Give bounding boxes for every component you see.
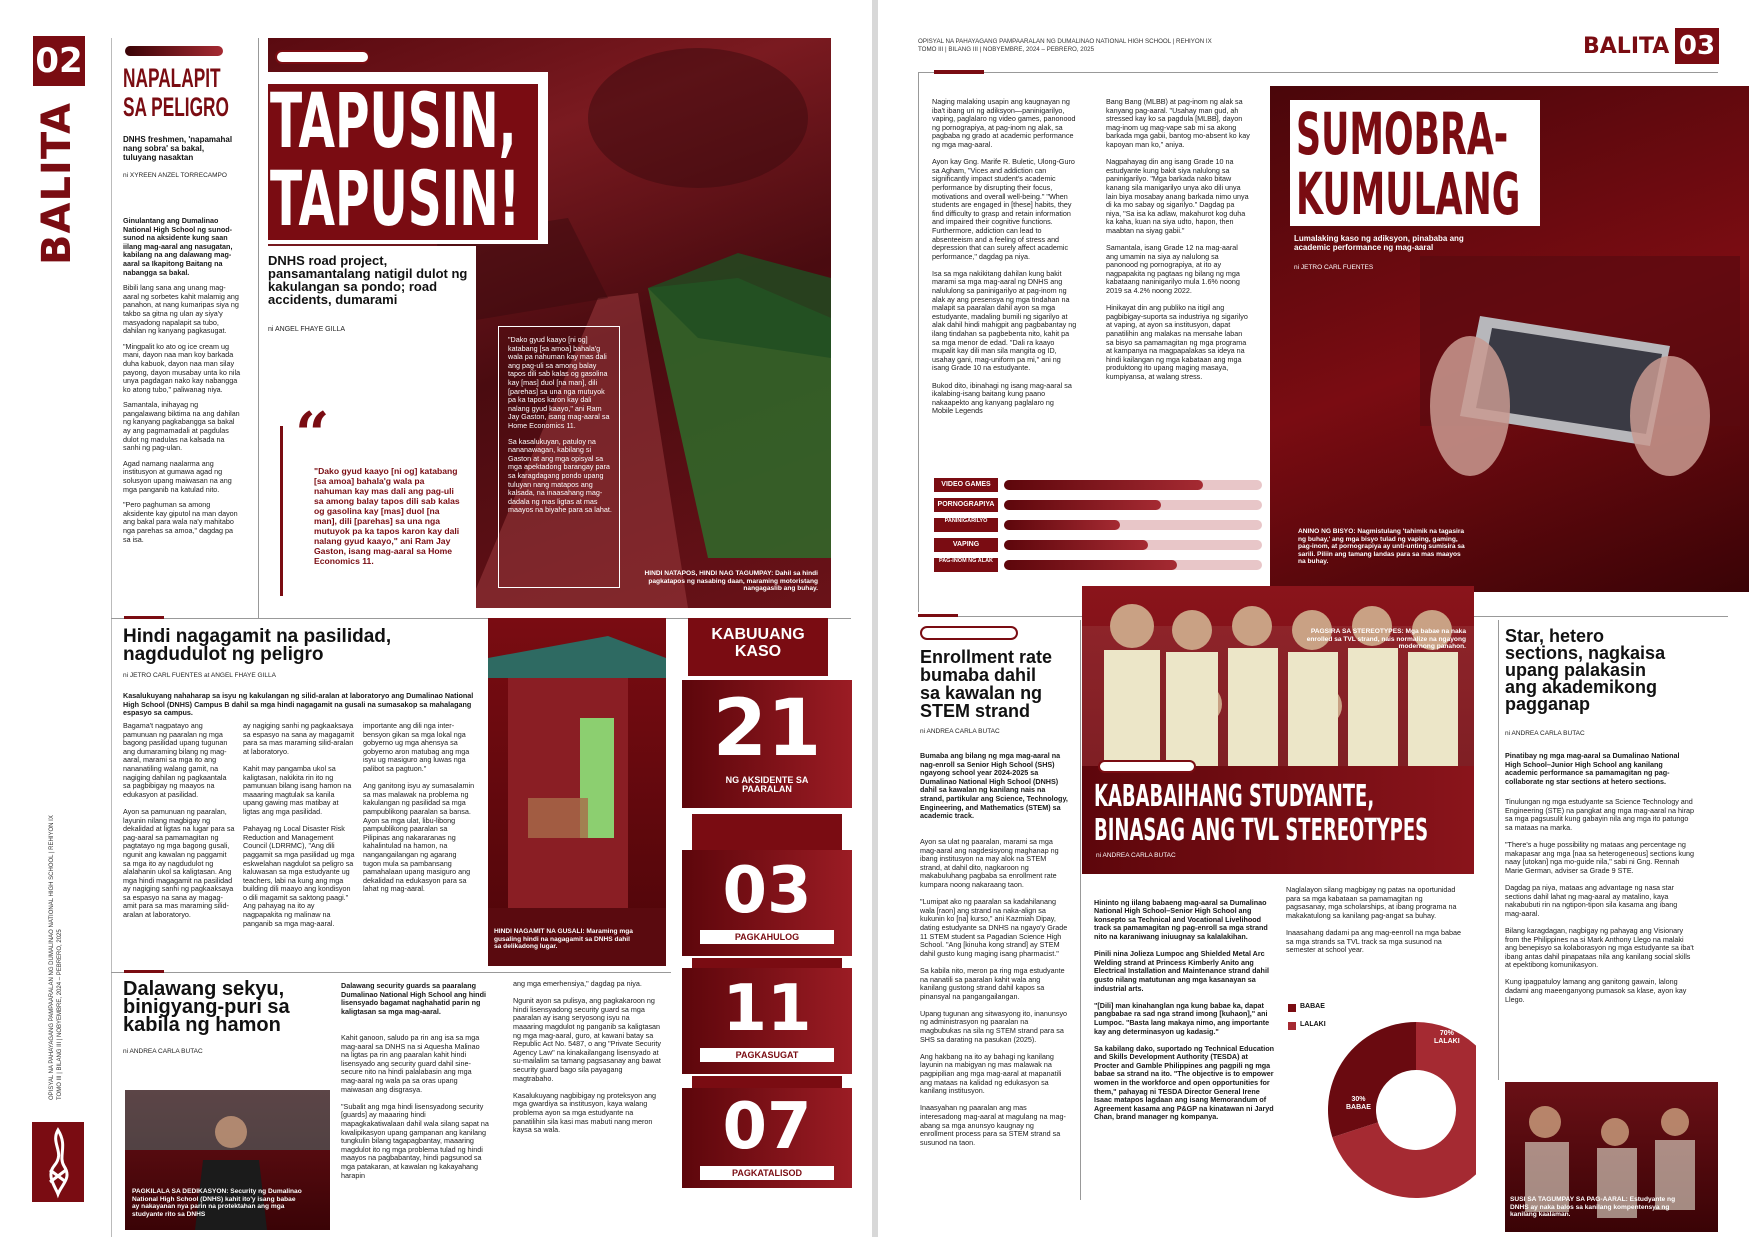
divider [1080, 620, 1081, 1200]
decor-pill [275, 50, 370, 64]
bar-label: PANINIGARILYO [934, 518, 998, 532]
addiction-bar-chart [934, 478, 1264, 582]
story-title: NAPALAPIT SA PELIGRO [123, 63, 229, 122]
bar-fill [1004, 520, 1120, 530]
bar-row [934, 478, 1264, 492]
gender-donut-chart [1286, 1000, 1476, 1210]
stat-card [682, 968, 852, 1074]
right-page [878, 0, 1749, 1237]
accent-bar [125, 46, 223, 56]
stat-value: 07 [722, 1090, 812, 1164]
stat-connector [692, 814, 842, 850]
decor-pill [920, 626, 1018, 640]
bar-row [934, 498, 1264, 512]
masthead-vertical: OPISYAL NA PAHAYAGANG PAMPAARALAN NG DUMALINAO NATIONAL HIGH SCHOOL | REHIYON IX TOMO III | BILANG III | NOBYEMBRE, 2024 – PEBRERO, 2025 [49, 815, 63, 1100]
page-number: 02 [35, 41, 83, 81]
bar-track [1004, 500, 1262, 510]
stats-header: KABUUANG KASO [688, 618, 828, 676]
quote-box-text: "Dako gyud kaayo [ni og] katabang [sa amoa] bahala'g wala pa nahuman kay mas dali ang pag-uli sa among balay tapos dili sab kalas og gasolina kay [mas] duol [na man], dili [parehas] sa una nga mutuyok pa ka tapos karon kay dali nalang gyud kaayo," ani Ram Jay Gaston, isang mag-aaral sa Home Economics 11. Sa kasalukuyan, patuloy na nananawagan, kabilang si Gaston at ang mga opisyal sa mga apektadong barangay para sa karagdagang pondo upang tuluyan nang matapos ang kalsada, na inaasahang mag-dadala ng mas ligtas at mas maayos na biyahe para sa lahat. [508, 336, 612, 515]
bar-track [1004, 560, 1262, 570]
divider [918, 72, 919, 612]
left-page [0, 0, 872, 1237]
stats-panel [682, 618, 852, 1188]
story-col-2: Bang Bang (MLBB) at pag-inom ng alak sa kanyang pag-aaral. "Usahay man gud, ah stressed kay ko sa pagdula [MLBB], dayon mag-inom ug mag-vape sab mi sa akong barkada mga gabii, bantog mo-absent ko kay kapoyan man ko," aniya. Nagpahayag din ang isang Grade 10 na estudyante kung bakit siya nalulong sa paninigarilyo. "Mga barkada nako bitaw kanang sila manigarilyo unya ako dili unya lain biya mosabay anang barkada nimo unya di ka mo sabay og sigarilyo." Dagdag pa niya, "Sa isa ka adlaw, makahurot kog duha ka kaha, kuan na siya udto, hapon, then maabtan na siyag gabii." Samantala, isang Grade 12 na mag-aaral ang umamin na siya ay nalulong sa panonood ng pornograpiya, at ito ay nagpapakita ng pagtaas ng bilang ng mga kabataang naninigarilyo mula 1.6% noong 2019 sa 4.2% noong 2022. Hinikayat din ang publiko na itigil ang pagbibigay-suporta sa industriya ng sigarilyo at vaping, at ayon sa institusyon, dapat panatilihin ang malakas na mensahe laban sa bisyo sa pamamagitan ng mga programa at kampanya na magpapalakas sa ideya na hindi kailangan ng mga kabataan ang mga produktong ito upang maging masaya, kumpiyansa, at walang stress. [1106, 98, 1250, 381]
divider [1498, 620, 1499, 1080]
story-body: Ginulantang ang Dumalinao National High School ng sunod-sunod na aksidente kung saan iilang mag-aaral ang nasugatan, kabilang na ang dalawang mag-aaral sa Ikapitong Baitang na nabangga sa bakal. Bibili lang sana ang unang mag-aaral ng sorbetes kahit malamig ang panahon, at nang kumaripas siya ng takbo sa gitna ng ulan ay siya'y masyadong napalapit sa tubo, dahilan ng kanyang pagkasugat. "Mingpalit ko ato og ice cream ug mani, dayon naa man koy barkada duha kabuok, dayon naa man silay payong, dayon musabay unta ko nila unya pagdagan nako kay nabangga ko atong tubo," paliwanag niya. Samantala, inihayag ng pangalawang biktima na ang dahilan ng kanyang pagkabangga sa bakal ay ang pagmamadali at pagdulas dulot ng madulas na kalsada na sanhi ng pag-ulan. Agad namang naalarma ang institusyon at gumawa agad ng solusyon upang maiwasan na ang mga panganib na katulad nito. "Pero paghuman sa among aksidente kay giputol na man dayon ang bakal para wala na'y mahitabo nga parehas sa amoa," dagdag pa sa isa. [123, 217, 241, 544]
story-subtitle: DNHS road project, pansamantalang natigil dulot ng kakulangan sa pondo; road accidents, dumarami [268, 253, 468, 307]
divider [258, 38, 259, 618]
photo-caption: PAGSIRA SA STEREOTYPES: Mga babae na naka enrolled sa TVL strand, nais normalize na ngayong modernong panahon. [1306, 628, 1466, 651]
stat-card [682, 850, 852, 956]
bar-label: PAG-INOM NG ALAK [934, 558, 998, 572]
photo-caption: ANINO NG BISYO: Nagmistulang 'tahimik na tagasira ng buhay,' ang mga bisyo tulad ng vaping, gaming, pag-inom, at pornograpiya ay unti-unting sumisira sa sarili. Piliin ang tamang landas para sa mas maayos na buhay. [1298, 528, 1465, 566]
photo-caption: HINDI NATAPOS, HINDI NAG TAGUMPAY: Dahil sa hindi pagkatapos ng nasabing daan, maraming motoristang nangagaslib ang buhay. [644, 570, 818, 593]
donut-lalaki-pct: 70% LALAKI [1434, 1030, 1460, 1045]
byline: ni JETRO CARL FUENTES [1294, 264, 1374, 271]
story-napalapit [123, 38, 253, 608]
byline: ni JETRO CARL FUENTES at ANGEL FHAYE GILLA [123, 672, 276, 679]
photo-caption: SUSI SA TAGUMPAY SA PAG-AARAL: Estudyante ng DNHS ay naka balos sa kanilang kompentensya ng kanilang kaalaman. [1510, 1196, 1676, 1219]
section-label: BALITA [34, 102, 80, 265]
decor-pill [1098, 760, 1196, 773]
legend-lalaki-label: LALAKI [1300, 1021, 1326, 1028]
bar-label: PORNOGRAPIYA [934, 498, 998, 512]
donut-slice-babae [1328, 1022, 1416, 1137]
quote-mark-icon: “ [295, 400, 330, 470]
divider [111, 972, 671, 973]
story-title: TAPUSIN, TAPUSIN! [270, 76, 521, 243]
stat-value: 03 [722, 854, 812, 928]
bar-fill [1004, 540, 1148, 550]
story-body: Ayon sa ulat ng paaralan, marami sa mga mag-aaral ang nagdesisyong maghanap ng ibang institusyon na may alok na STEM strand, at dahil dito, nagkaroon ng makabuluhang pagbaba sa enrollment rate kumpara noong nakaraang taon. "Lumipat ako ng paaralan sa kadahilanang wala [raon] ang strand na naka-align sa kukunin ko [na] kurso," ani Kazmiah Dipay, dating estudyante sa DNHS na ngayo'y Grade 11 STEM student sa Pagadian Science High School. "Ang [kinuha kong strand] ay STEM dahil gusto kung maging isang pharmacist." Sa kabila nito, meron pa ring mga estudyante na nanatili sa paaralan kahit wala ang kanilang gustong strand dahil kapos sa pinansyal na pangangailangan. Upang tugunan ang sitwasyong ito, inanunsyo ng administrasyon ng paaralan na magbubukas na sila ng STEM strand para sa SHS sa darating na pasukan (2025). Ang hakbang na ito ay bahagi ng kanilang layunin na mabigyan ng mas malawak na pagpipilian ang mga mag-aaral at mapanatili ang mataas na kalidad ng edukasyon sa kanilang institusyon. Inaasyahan ng paaralan ang mas interesadong mag-aaral at magulang na mag-abang sa mga anunsyo kaugnay ng enrollment process para sa STEM strand sa susunod na taon. [920, 838, 1068, 1147]
masthead: OPISYAL NA PAHAYAGANG PAMPAARALAN NG DUMALINAO NATIONAL HIGH SCHOOL | REHIYON IX TOMO III | BILANG III | NOBYEMBRE, 2024 – PEBRERO, 2025 [918, 38, 1212, 53]
story-body: Tinulungan ng mga estudyante sa Science Technology and Engineering (STE) na pangkat ang mga mag-aaral na hirap sa mga pagsusulit kung gabayin nila ang mga ito patungo sa mataas na marka. "There's a huge possibility ng mataas ang percentage ng makapasar ang mga [naa sa heterogeneous] sections kung naay [utokan] nga mo-guide nila," sabi ni Gng. Rennah Marie German, adviser sa Grade 9 STE. Dagdag pa niya, mataas ang advantage ng nasa star sections dahil lahat ng mag-aaral ay matalino, kaya nakabubuti rin na ngtipon-tipon sila kasama ang ibang mag-aaral. Bilang karagdagan, nagbigay ng pahayag ang Visionary from the Philippines na si Mark Anthony Llego na malaki ang benepisyo sa kolaborasyon ng mga estudyante sa iba't ibang antas dahil pinapataas nila ang kanilang social skills at epektibong komunikasyon. Kung ipagpatuloy lamang ang ganitong gawain, lalong dadami ang maeenganyong pumasok sa klase, ayon kay Llego. [1505, 798, 1694, 1004]
stat-label: NG AKSIDENTE SA PAARALAN [725, 775, 809, 794]
bar-fill [1004, 560, 1177, 570]
building-photo [488, 618, 666, 966]
story-lead: Dalawang security guards sa paaralang Dumalinao National High School ang hindi lisensyado bagamat naghahatid parin ng kaligtasan sa mga mag-aaral. [341, 982, 486, 1016]
bar-row [934, 518, 1264, 532]
divider [111, 38, 112, 1237]
byline: ni ANDREA CARLA BUTAC [123, 1048, 203, 1055]
byline: ni ANGEL FHAYE GILLA [268, 326, 346, 333]
section-label: BALITA [1583, 34, 1670, 59]
story-col-3: importante ang dili nga inter-bensyon gikan sa mga lokal nga gobyerno ug mga ahensya sa gobyerno aron matubag ang mga isyu ug masiguro ang luwas nga palibot sa pagtuon." Ang ganitong isyu ay sumasalamin sa mas malawak na problema ng kakulangan ng pasilidad sa mga pampublikong paaralan sa bansa. Ayon sa mga ulat, libu-libong pampublikong paaralan sa Pilipinas ang nakararanas ng kahalintulad na hamon, na nangangailangan ng agarang tugon mula sa pambansang pamahalaan upang masiguro ang dekalidad na edukasyon para sa lahat ng mag-aaral. [363, 722, 475, 894]
stat-card [682, 680, 852, 808]
story-title: Star, hetero sections, nagkaisa upang palakasin ang akademikong pagganap [1505, 626, 1666, 714]
story-lead: Bumaba ang bilang ng mga mag-aaral na nag-enroll sa Senior High School (SHS) ngayong school year 2024-2025 sa Dumalinao National High School (DNHS) dahil sa kawalan ng kanilang nais na strand, partikular ang Science, Technology, Engineering, and Mathematics (STEM) sa academic track. [920, 752, 1068, 821]
page-number-box [1675, 28, 1719, 64]
bar-row [934, 538, 1264, 552]
left-sidebar [0, 0, 98, 1237]
story-subtitle: Lumalaking kaso ng adiksyon, pinababa ang academic performance ng mag-aaral [1294, 234, 1464, 252]
bar-track [1004, 520, 1262, 530]
stat-value: 21 [712, 684, 822, 774]
story-title: SUMOBRA- KUMULANG [1296, 100, 1521, 228]
story-col-1: Bagama't nagpatayo ang pamunuan ng paaralan ng mga bagong pasilidad upang tugunan ang dumaraming bilang ng mag-aaral, marami sa mga ito ang nananatiling walang gamit, na nagiging dahilan ng pagkaantala sa pagbibigay ng maayos na edukasyon at pasilidad. Ayon sa pamunuan ng paaralan, layunin nilang magbigay ng dekalidad at ligtas na lugar para sa pag-aaral sa pamamagitan ng pagtatayo ng mga bagong gusali, ngunit ang kawalan ng paggamit sa mga ito ay nagdudulot ng alalahanin ukol sa kaligtasan. Ang mga hindi magagamit na pasilidad ay nagiging sanhi ng pagkaaksaya sa espasyo na sana ay magag-amit para sa mas maraming silid-aralan at laboratoryo. [123, 722, 235, 920]
story-col-1: Naging malaking usapin ang kaugnayan ng iba't ibang uri ng adiksyon—paninigarilyo, vaping, paglalaro ng video games, panonood ng pornograpiya, at pag-inom ng alak, sa pagbaba ng grado at academic performance ng mga mag-aaral. Ayon kay Gng. Marife R. Buletic, Ulong-Guro sa Agham, "Vices and addiction can significantly impact student's academic performance by disrupting their focus, motivations and overall well-being." "When students are engaged in [these] habits, they find difficulty to grasp and retain information and impaired their cognitive functions. Furthermore, addiction can lead to absenteeism and a feeling of stress and depression that can surely affect academic performance," dagdag pa niya. Isa sa mga nakikitang dahilan kung bakit marami sa mga mag-aaral ng DNHS ang nalululong sa paninigarilyo at pag-inom ng alak ay ang presensya ng mga tindahan na malapit sa paaralan dahil ayon sa mga estudyante, madaling bumili ng sigarilyo at alak dahil hindi mahigpit ang pagbabantay ng ilang tindahan sa pagbebenta nito, kahit pa sa mga menor de edad. "Dali ra kaayo mupalit kay dili man sila mangita og ID, usahay gani, mag-uniform pa mi," ani ng isang Grade 10 na estudyante. Bukod dito, ibinahagi ng isang mag-aaral sa ikalabing-isang baitang kung paano nakaapekto ang kanyang paglalaro ng Mobile Legends [932, 98, 1077, 416]
bar-fill [1004, 500, 1161, 510]
stat-label: PAGKATALISOD [700, 1166, 834, 1180]
quote-bar [280, 426, 283, 596]
byline: ni ANDREA CARLA BUTAC [920, 728, 1000, 735]
story-title: Dalawang sekyu, binigyang-puri sa kabila ng hamon [123, 978, 290, 1036]
story-title: Hindi nagagamit na pasilidad, nagdudulot ng peligro [123, 626, 392, 665]
bar-fill [1004, 480, 1203, 490]
pull-quote: "Dako gyud kaayo [ni og] katabang [sa amoa] bahala'g wala pa nahuman kay mas dali ang pag-uli sa among balay tapos dili sab kalas og gasolina kay [mas] duol [na man], dili [parehas] sa una nga mutuyok pa ka tapos karon kay dali nalang gyud kaayo," ani Ram Jay Gaston, isang mag-aaral sa Home Economics 11. [314, 466, 460, 566]
stat-label: PAGKASUGAT [700, 1048, 834, 1062]
byline: ni XYREEN ANZEL TORRECAMPO [123, 172, 227, 179]
story-col-2: ay nagiging sanhi ng pagkaaksaya sa espasyo na sana ay magagamit para sa mas maraming silid-aralan at laboratoryo. Kahit may pangamba ukol sa kaligtasan, nakikita rin ito ng pamunuan bilang isang hamon na maaaring magtulak sa kanila upang gawing mas matibay at ligtas ang mga pasilidad. Pahayag ng Local Disaster Risk Reduction and Management Council (LDRRMC), "Ang dili paggamit sa mga pasilidad ug mga eskwelahan nagdulot sa peligro sa kaluwasan sa mga estudyante ug teachers, labi na kung ang mga building dili maayo ang kondisyon o dili magamit sa saktong paagi." Ang pahayag na ito ay nagpapakita ng malinaw na panganib sa mga mag-aaral. [243, 722, 355, 928]
byline: ni ANDREA CARLA BUTAC [1505, 730, 1585, 737]
bar-track [1004, 480, 1262, 490]
accent-bar [934, 70, 984, 74]
byline: ni ANDREA CARLA BUTAC [1096, 852, 1176, 859]
story-col-1: Kahit ganoon, saludo pa rin ang isa sa mga mag-aaral sa DNHS na si Aquesha Malinao na ligtas pa rin ang paaralan kahit hindi lisensyado ang security guard dahil sine-secure nito na hindi palalabasin ang mga mag-aaral ng wala pa sa oras upang maiwasan ang disgrasya. "Subalit ang mga hindi lisensyadong security [guards] ay maaaring hindi mapagkakatiwalaan dahil wala silang sapat na kwalipikasyon upang gampanan ang kanilang tungkulin bilang tagapagbantay, maaaring magdulot ito ng mga problema tulad ng hindi maayos na pagbabantay, hindi pagsunod sa mga patakaran, at kawalan ng kakayahang harapin [341, 1034, 489, 1180]
accent-bar [124, 616, 164, 619]
story-subtitle: DNHS freshmen, 'napamahal nang sobra' sa bakal, tuluyang nasaktan [123, 135, 233, 162]
bar-label: VIDEO GAMES [934, 478, 998, 492]
story-col-1: Hininto ng iilang babaeng mag-aaral sa Dumalinao National High School–Senior High School ang konsepto sa Technical and Vocational Livelihood track sa pamamagitan ng pag-enroll sa mga strand nito na karaniwang iniuugnay sa kalalakihan. Pinili nina Jolieza Lumpoc ang Shielded Metal Arc Welding strand at Princess Kimberly Anito ang Electrical Installation and Maintenance strand dahil gusto nilang matutunan ang mga kasanayan sa industrial arts. "[Dili] man kinahanglan nga kung babae ka, dapat pangbabae ra sad nga strand imong [kuhaon]," ani Lumpoc. "Basta lang makaya nimo, ang importante kay ang determinasyon ug kadasig." Sa kabilang dako, suportado ng Technical Education and Skills Development Authority (TESDA) at Procter and Gamble Philippines ang pagpili ng mga babae sa strand na ito. "The objective is to empower women in the workforce and open opportunities for them," pahayag ni TESDA Director General Irene Isaac matapos lagdaan ang isang Memorandum of Agreement kasama ang P&GP na kinatawan ni Jaryd Chan, brand manager ng kompanya. [1094, 897, 1274, 1122]
stat-card [682, 1088, 852, 1188]
story-title: KABABAIHANG STUDYANTE, BINASAG ANG TVL STEREOTYPES [1094, 779, 1429, 848]
story-title: Enrollment rate bumaba dahil sa kawalan ng STEM strand [920, 647, 1053, 721]
page-number: 03 [1678, 31, 1716, 61]
story-lead: Pinatibay ng mga mag-aaral sa Dumalinao National High School–Junior High School ang kanilang academic performance sa pamamagitan ng pag-collaborate ng star sections at hetero sections. [1505, 752, 1680, 786]
bar-label: VAPING [934, 538, 998, 552]
photo-caption: HINDI NAGAMIT NA GUSALI: Maraming mga gusaling hindi na nagagamit sa DNHS dahil sa delikadong lugar. [494, 928, 633, 951]
photo-caption: PAGKILALA SA DEDIKASYON: Security ng Dumalinao National High School (DNHS) kahit ito'y isang babae ay nakayanan nya parin na protektahan ang mga studyante rito sa DNHS [132, 1188, 302, 1218]
accent-bar [124, 970, 164, 973]
story-lead: Kasalukuyang nahaharap sa isyu ng kakulangan ng silid-aralan at laboratoryo ang Dumalinao National High School (DNHS) Campus B dahil sa mga hindi nagagamit na gusali na sumasakop sa mahalagang espasyo sa campus. [123, 692, 474, 718]
stat-value: 11 [722, 972, 812, 1046]
donut-babae-pct: 30% BABAE [1346, 1096, 1371, 1111]
accent-bar [918, 614, 958, 617]
legend-babae-label: BABAE [1300, 1003, 1325, 1010]
stat-label: PAGKAHULOG [700, 930, 834, 944]
school-logo [32, 1122, 84, 1202]
divider [918, 72, 1718, 73]
bar-row [934, 558, 1264, 572]
story-col-2: Naglalayon silang magbigay ng patas na oportunidad para sa mga kabataan sa pamamagitan ng pagsasanay, mga scholarships, at ibang programa na makakatulong sa kanilang pag-angat sa buhay. Inaasahang dadami pa ang mag-eenroll na mga babae sa mga strands sa TVL track sa mga susunod na semester at school year. [1286, 886, 1462, 955]
bar-track [1004, 540, 1262, 550]
flame-logo-icon [32, 1122, 84, 1202]
page-number-box [33, 36, 85, 86]
story-col-2: ang mga emerhensiya," dagdag pa niya. Ngunit ayon sa pulisya, ang pagkakaroon ng hindi lisensyadong security guard sa mga paaralan ay isang seryosong isyu na maaaring magdulot ng panganib sa kaligtasan ng mga mag-aaral, guro, at kawani batay sa Republic Act No. 5487, o ang "Private Security Agency Law" na kinakailangang lisensyado at su-mailalim sa tamang pagsasanay ang bawat security guard bago sila payagang magtrabaho. Kasalukuyang nagbibigay ng proteksyon ang mga gwardiya sa institusyon, kaya walang problema ayon sa mga estudyante na panatilihin sila kasi mas mabuti nang meron kaysa sa wala. [513, 980, 661, 1135]
